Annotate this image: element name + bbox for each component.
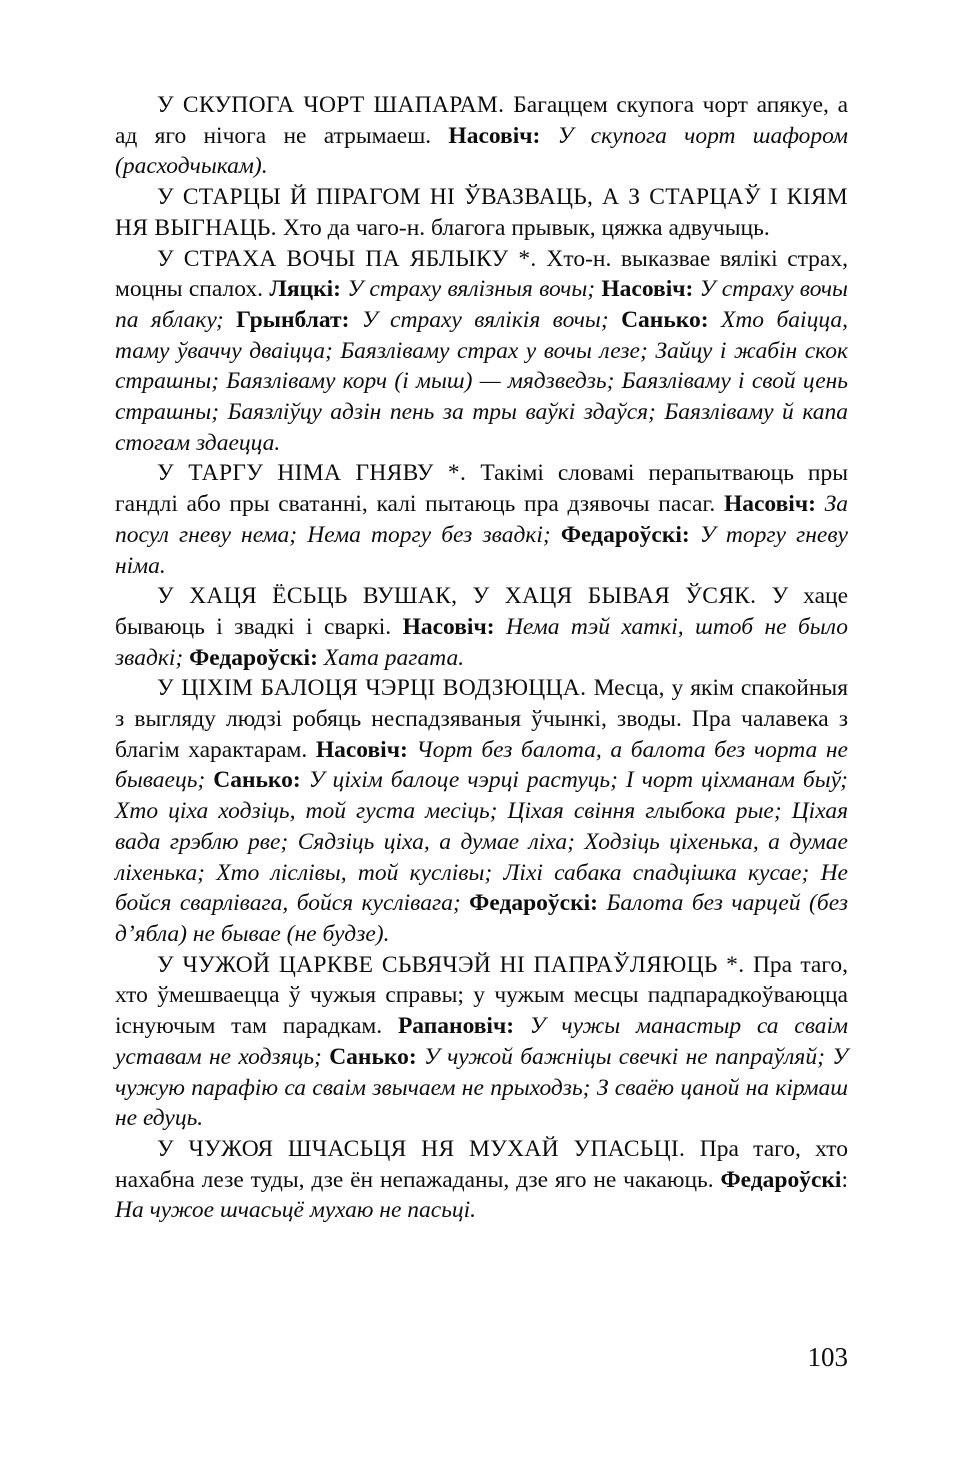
proverb-quote: У торгу гневу німа. [115, 521, 848, 579]
source-name: Санько: [621, 306, 721, 333]
source-name: Санько: [329, 1043, 424, 1070]
proverb-quote: У чужы манастыр са сваім уставам не ходзяць; [115, 1013, 849, 1070]
entry-definition: : [841, 1166, 848, 1193]
source-name: Насовіч: [402, 613, 506, 640]
source-name: Санько: [213, 767, 309, 794]
dictionary-entry [115, 90, 848, 182]
source-name: Насовіч: [601, 276, 700, 303]
source-name: Рапановіч: [397, 1013, 530, 1040]
source-name: Федароўскі: [560, 521, 700, 548]
entry-headword: У СКУПОГА ЧОРТ ШАПАРАМ. [157, 92, 514, 118]
proverb-quote: Чорт без балота, а балота без чорта не бываець; [115, 736, 848, 794]
entry-definition: Пра таго, хто ўмешваецца ў чужыя справы; у чужым месцы падпарадкоўваюцца існуючым там парадкам. [115, 951, 848, 1040]
entry-definition: Такімі словамі перапытваюць пры гандлі або пры сватанні, калі пытаюць пра дзявочы пасаг. [115, 460, 848, 518]
proverb-quote: Нема тэй хаткі, штоб не было звадкі; [115, 613, 848, 671]
entry-headword: У ТАРГУ НІМА ГНЯВУ *. [157, 460, 481, 487]
source-name: Насовіч: [448, 122, 558, 149]
entry-headword: У ХАЦЯ ЁСЬЦЬ ВУШАК, У ХАЦЯ БЫВАЯ ЎСЯК. [157, 583, 772, 610]
entry-headword: У СТРАХА ВОЧЫ ПА ЯБЛЫКУ *. [157, 245, 547, 272]
proverb-quote: У ціхім балоце чэрці растуць; І чорт ціхманам быў; Хто ціха ходзіць, той густа месіць; Ціхая свіння глыбока рые; Ціхая вада грэблю рве; Сядзіць ціха, а думае ліха; Ходзіць ціхенька, а думае ліхенька; Хто ліслівы, той куслівы; Ліхі сабака спадцішка кусае; Не бойся сварлівага, бойся куслівага; [115, 767, 848, 917]
proverb-quote: У чужой бажніцы свечкі не папраўляй; У чужую парафію са сваім звычаем не прыходзь; З сваёю цаной на кірмаш не едуць. [115, 1043, 849, 1132]
source-name: Насовіч: [315, 736, 417, 763]
entry-headword: У ЧУЖОЯ ШЧАСЬЦЯ НЯ МУХАЙ УПАСЬЦІ. [157, 1135, 700, 1162]
proverb-quote: У страху вялізныя вочы; [347, 276, 602, 303]
dictionary-entry [115, 950, 848, 1134]
entry-definition: Пра таго, хто нахабна лезе туды, дзе ён непажаданы, дзе яго не чакаюць. [115, 1135, 848, 1193]
proverb-quote: За посул гневу нема; Нема торгу без звадкі; [115, 491, 848, 548]
proverb-quote: У скупога чорт шафором (расходчыкам). [115, 122, 848, 180]
proverb-quote: Хата рагата. [323, 644, 465, 671]
entry-definition: У хаце бываюць і звадкі і сваркі. [115, 583, 849, 640]
dictionary-entry [115, 244, 848, 459]
dictionary-entry [115, 182, 848, 243]
dictionary-entry [115, 581, 848, 673]
entry-headword: У СТАРЦЫ Й ПІРАГОМ НІ ЎВАЗВАЦЬ, А З СТАРЦАЎ І КІЯМ НЯ ВЫГНАЦЬ. [115, 184, 848, 241]
proverb-quote: Хто баіцца, таму ўваччу дваіцца; Баязліваму страх у вочы лезе; Зайцу і жабін скок страшны; Баязліваму корч (і мыш) — мядзведзь; Баязліваму і свой цень страшны; Баязліўцу адзін пень за тры ваўкі здаўся; Баязліваму й капа стогам здаецца. [115, 306, 848, 456]
source-name: Федароўскі [720, 1166, 842, 1193]
proverb-quote: У страху вялікія вочы; [361, 306, 622, 333]
entry-definition: Месца, у якім спакойныя з выгляду людзі робяць неспадзяваныя ўчынкі, зводы. Пра чалавека з благім характарам. [115, 675, 849, 763]
proverb-quote: У страху вочы па яблаку; [115, 276, 848, 333]
entry-definition: Хто да чаго-н. благога прывык, цяжка адвучыць. [283, 214, 770, 241]
source-name: Ляцкі: [269, 276, 348, 303]
entry-definition: Багаццем скупога чорт апякуе, а ад яго нічога не атрымаеш. [115, 92, 848, 149]
proverb-quote: Балота без чарцей (без д’ябла) не бывае (не будзе). [115, 890, 848, 947]
entry-headword: У ЧУЖОЙ ЦАРКВЕ СЬВЯЧЭЙ НІ ПАПРАЎЛЯЮЦЬ *. [157, 951, 753, 978]
source-name: Федароўскі: [189, 644, 324, 671]
entry-headword: У ЦІХІМ БАЛОЦЯ ЧЭРЦІ ВОДЗЮЦЦА. [157, 675, 594, 702]
page-number: 103 [807, 1342, 848, 1372]
source-name: Грынблат: [236, 306, 362, 333]
dictionary-entry [115, 458, 848, 581]
proverb-quote: На чужое шчасьцё мухаю не пасьці. [115, 1197, 477, 1224]
entry-definition: Хто-н. выказвае вялікі страх, моцны спалох. [115, 245, 848, 303]
dictionary-entry [115, 1134, 848, 1226]
source-name: Насовіч: [723, 491, 825, 518]
dictionary-entry [115, 673, 848, 949]
text-block [115, 90, 848, 1226]
source-name: Федароўскі: [469, 890, 607, 917]
